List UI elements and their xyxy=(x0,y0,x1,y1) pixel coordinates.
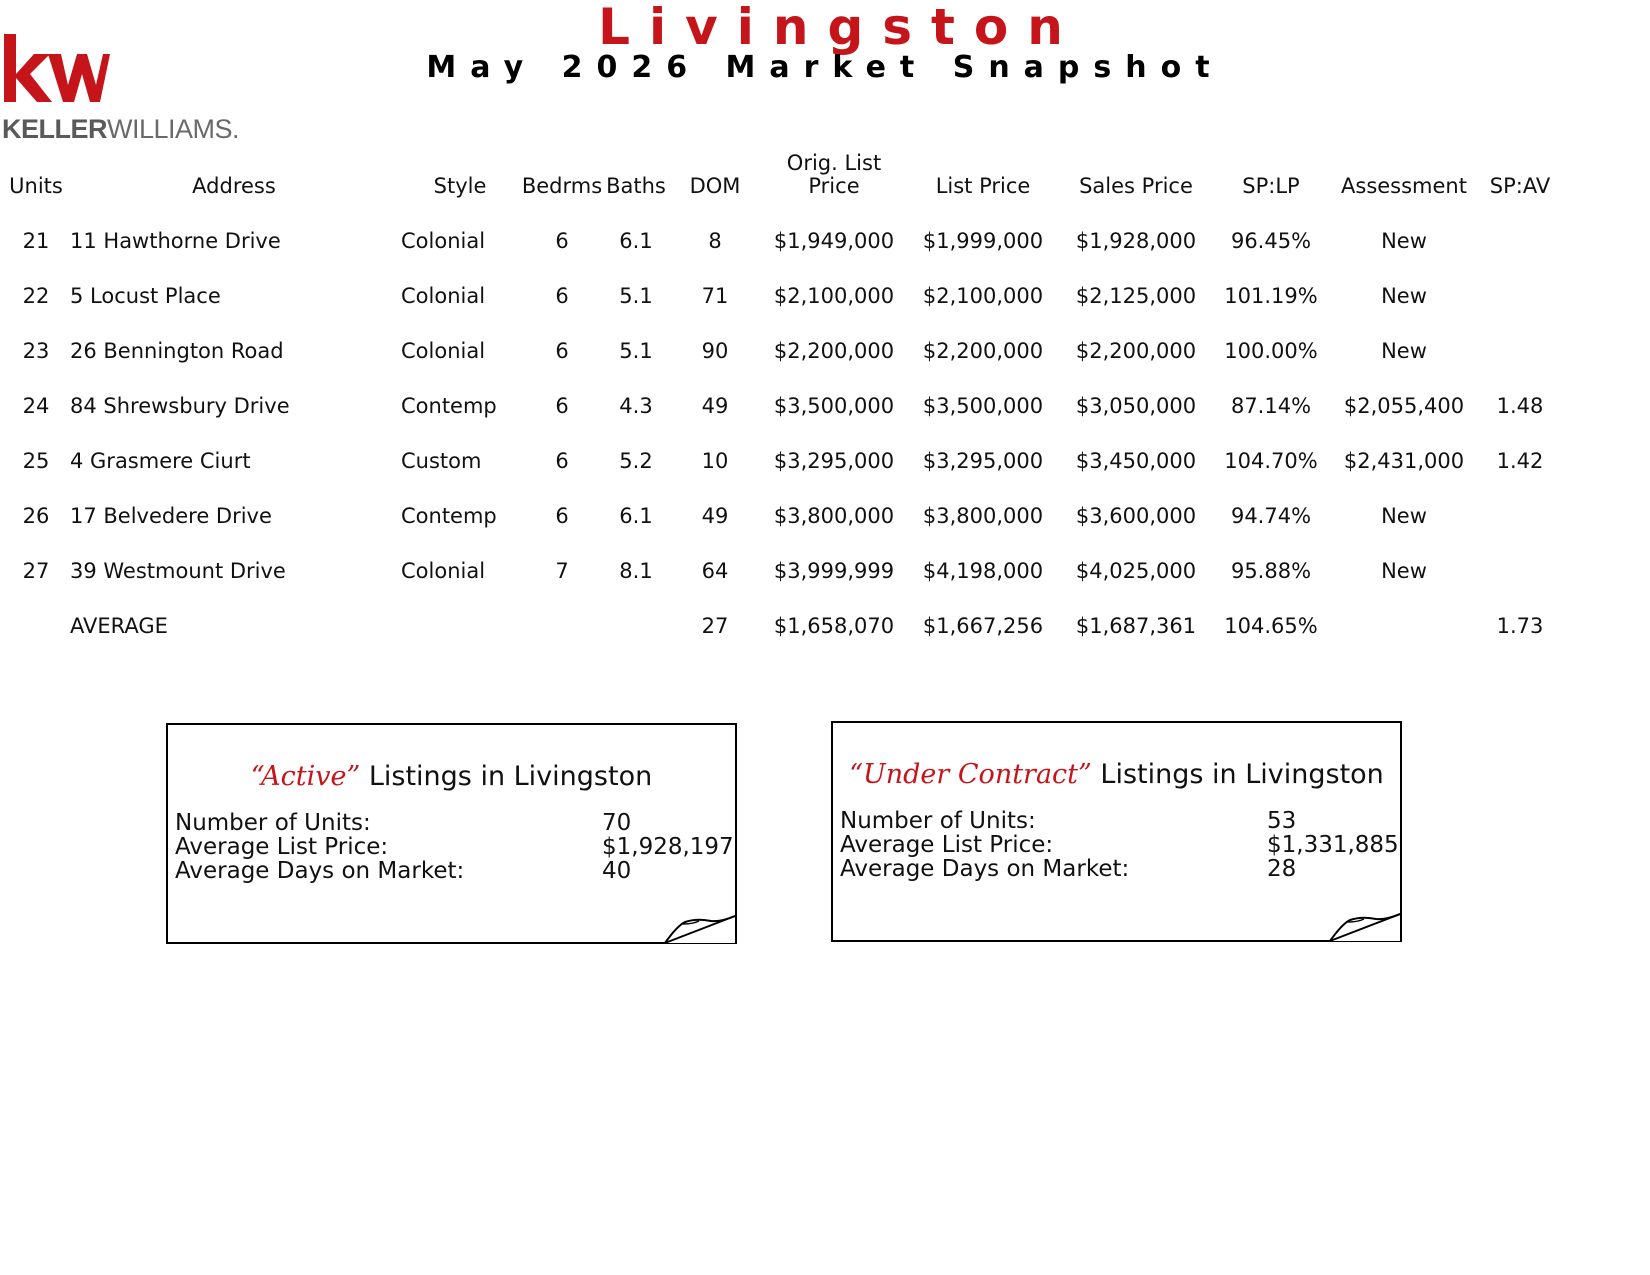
cell-style: Colonial xyxy=(401,339,486,363)
header-style: Style xyxy=(433,174,487,198)
cell-baths: 4.3 xyxy=(619,394,653,418)
cell-baths: 8.1 xyxy=(619,559,653,583)
cell-address: 11 Hawthorne Drive xyxy=(70,229,281,253)
header-baths: Baths xyxy=(606,174,666,198)
average-dom: 27 xyxy=(701,614,729,638)
cell-style: Colonial xyxy=(401,229,486,253)
cell-baths: 5.1 xyxy=(619,339,653,363)
under-contract-avg-dom-value: 28 xyxy=(1267,856,1297,882)
active-avg-dom-value: 40 xyxy=(602,858,632,884)
brand-bold: KELLER xyxy=(2,114,107,144)
active-units-label: Number of Units: xyxy=(175,810,371,836)
cell-style: Contemp xyxy=(401,504,497,528)
cell-assessment: New xyxy=(1381,229,1427,253)
active-card-title xyxy=(168,761,735,792)
cell-units: 23 xyxy=(22,339,50,363)
average-sp-lp: 104.65% xyxy=(1224,614,1318,638)
cell-sales-price: $2,200,000 xyxy=(1075,339,1197,363)
cell-baths: 6.1 xyxy=(619,504,653,528)
cell-baths: 5.2 xyxy=(619,449,653,473)
cell-bedrms: 6 xyxy=(555,339,569,363)
cell-assessment: New xyxy=(1381,284,1427,308)
cell-list-price: $2,200,000 xyxy=(922,339,1044,363)
cell-bedrms: 6 xyxy=(555,284,569,308)
cell-list-price: $3,800,000 xyxy=(922,504,1044,528)
under-contract-card-title xyxy=(833,759,1400,790)
cell-orig-list: $3,800,000 xyxy=(773,504,895,528)
cell-address: 17 Belvedere Drive xyxy=(70,504,272,528)
cell-sales-price: $4,025,000 xyxy=(1075,559,1197,583)
header-units: Units xyxy=(9,174,63,198)
cell-dom: 90 xyxy=(701,339,729,363)
average-sp-av: 1.73 xyxy=(1496,614,1544,638)
cell-dom: 8 xyxy=(708,229,722,253)
header-address: Address xyxy=(192,174,276,198)
header-sales-price: Sales Price xyxy=(1079,174,1193,198)
cell-baths: 5.1 xyxy=(619,284,653,308)
cell-list-price: $3,500,000 xyxy=(922,394,1044,418)
page-subtitle: May 2026 Market Snapshot xyxy=(426,50,1224,85)
header-sp-lp: SP:LP xyxy=(1242,174,1300,198)
active-title-rest: Listings in Livingston xyxy=(360,761,653,792)
under-contract-listings-card xyxy=(831,721,1402,942)
cell-units: 24 xyxy=(22,394,50,418)
header-list-price: List Price xyxy=(935,174,1031,198)
average-orig-list: $1,658,070 xyxy=(773,614,895,638)
brand-thin: WILLIAMS. xyxy=(107,114,240,144)
cell-sp-lp: 87.14% xyxy=(1230,394,1312,418)
cell-sales-price: $2,125,000 xyxy=(1075,284,1197,308)
cell-orig-list: $1,949,000 xyxy=(773,229,895,253)
page-title: Livingston xyxy=(598,0,1082,56)
page-curl-icon xyxy=(663,912,737,944)
cell-address: 5 Locust Place xyxy=(70,284,221,308)
cell-assessment: New xyxy=(1381,504,1427,528)
cell-assessment: New xyxy=(1381,559,1427,583)
cell-dom: 71 xyxy=(701,284,729,308)
header-dom: DOM xyxy=(689,174,741,198)
header-sp-av: SP:AV xyxy=(1489,174,1551,198)
cell-orig-list: $2,200,000 xyxy=(773,339,895,363)
cell-style: Colonial xyxy=(401,284,486,308)
active-listings-card xyxy=(166,723,737,944)
cell-list-price: $4,198,000 xyxy=(922,559,1044,583)
cell-sp-lp: 104.70% xyxy=(1224,449,1318,473)
cell-sales-price: $1,928,000 xyxy=(1075,229,1197,253)
cell-sp-lp: 94.74% xyxy=(1230,504,1312,528)
cell-units: 25 xyxy=(22,449,50,473)
cell-address: 26 Bennington Road xyxy=(70,339,284,363)
page-curl-icon xyxy=(1328,910,1402,942)
under-contract-avg-price-label: Average List Price: xyxy=(840,832,1054,858)
cell-sales-price: $3,450,000 xyxy=(1075,449,1197,473)
cell-style: Contemp xyxy=(401,394,497,418)
cell-bedrms: 6 xyxy=(555,394,569,418)
cell-bedrms: 7 xyxy=(555,559,569,583)
header-orig-list-line2: Price xyxy=(808,174,860,198)
cell-address: 84 Shrewsbury Drive xyxy=(70,394,290,418)
under-contract-avg-dom-label: Average Days on Market: xyxy=(840,856,1130,882)
cell-list-price: $1,999,000 xyxy=(922,229,1044,253)
cell-sales-price: $3,050,000 xyxy=(1075,394,1197,418)
under-contract-title-rest: Listings in Livingston xyxy=(1091,759,1384,790)
cell-assessment: New xyxy=(1381,339,1427,363)
cell-orig-list: $2,100,000 xyxy=(773,284,895,308)
cell-sp-lp: 101.19% xyxy=(1224,284,1318,308)
cell-dom: 10 xyxy=(701,449,729,473)
cell-baths: 6.1 xyxy=(619,229,653,253)
cell-sp-lp: 100.00% xyxy=(1224,339,1318,363)
cell-dom: 64 xyxy=(701,559,729,583)
cell-sp-lp: 95.88% xyxy=(1230,559,1312,583)
cell-orig-list: $3,295,000 xyxy=(773,449,895,473)
average-list-price: $1,667,256 xyxy=(922,614,1044,638)
cell-sp-av: 1.42 xyxy=(1496,449,1544,473)
cell-assessment: $2,055,400 xyxy=(1343,394,1465,418)
cell-list-price: $3,295,000 xyxy=(922,449,1044,473)
cell-style: Colonial xyxy=(401,559,486,583)
header-bedrms: Bedrms xyxy=(521,174,603,198)
cell-units: 22 xyxy=(22,284,50,308)
under-contract-units-value: 53 xyxy=(1267,808,1297,834)
cell-sp-av: 1.48 xyxy=(1496,394,1544,418)
cell-units: 26 xyxy=(22,504,50,528)
cell-assessment: $2,431,000 xyxy=(1343,449,1465,473)
cell-address: 39 Westmount Drive xyxy=(70,559,286,583)
active-avg-dom-label: Average Days on Market: xyxy=(175,858,465,884)
cell-style: Custom xyxy=(401,449,482,473)
cell-orig-list: $3,999,999 xyxy=(773,559,895,583)
cell-sp-lp: 96.45% xyxy=(1230,229,1312,253)
cell-list-price: $2,100,000 xyxy=(922,284,1044,308)
cell-bedrms: 6 xyxy=(555,504,569,528)
cell-units: 27 xyxy=(22,559,50,583)
active-title-emphasis: “Active” xyxy=(250,761,361,792)
cell-sales-price: $3,600,000 xyxy=(1075,504,1197,528)
header-orig-list-line1: Orig. List xyxy=(786,151,882,175)
cell-bedrms: 6 xyxy=(555,229,569,253)
under-contract-avg-price-value: $1,331,885 xyxy=(1267,832,1399,858)
cell-orig-list: $3,500,000 xyxy=(773,394,895,418)
header-assessment: Assessment xyxy=(1341,174,1467,198)
cell-units: 21 xyxy=(22,229,50,253)
average-label: AVERAGE xyxy=(70,614,168,638)
active-avg-price-label: Average List Price: xyxy=(175,834,389,860)
under-contract-units-label: Number of Units: xyxy=(840,808,1036,834)
active-units-value: 70 xyxy=(602,810,632,836)
active-avg-price-value: $1,928,197 xyxy=(602,834,734,860)
average-sales-price: $1,687,361 xyxy=(1075,614,1197,638)
under-contract-title-emphasis: “Under Contract” xyxy=(849,759,1092,790)
cell-dom: 49 xyxy=(701,394,729,418)
cell-dom: 49 xyxy=(701,504,729,528)
cell-bedrms: 6 xyxy=(555,449,569,473)
cell-address: 4 Grasmere Ciurt xyxy=(70,449,251,473)
